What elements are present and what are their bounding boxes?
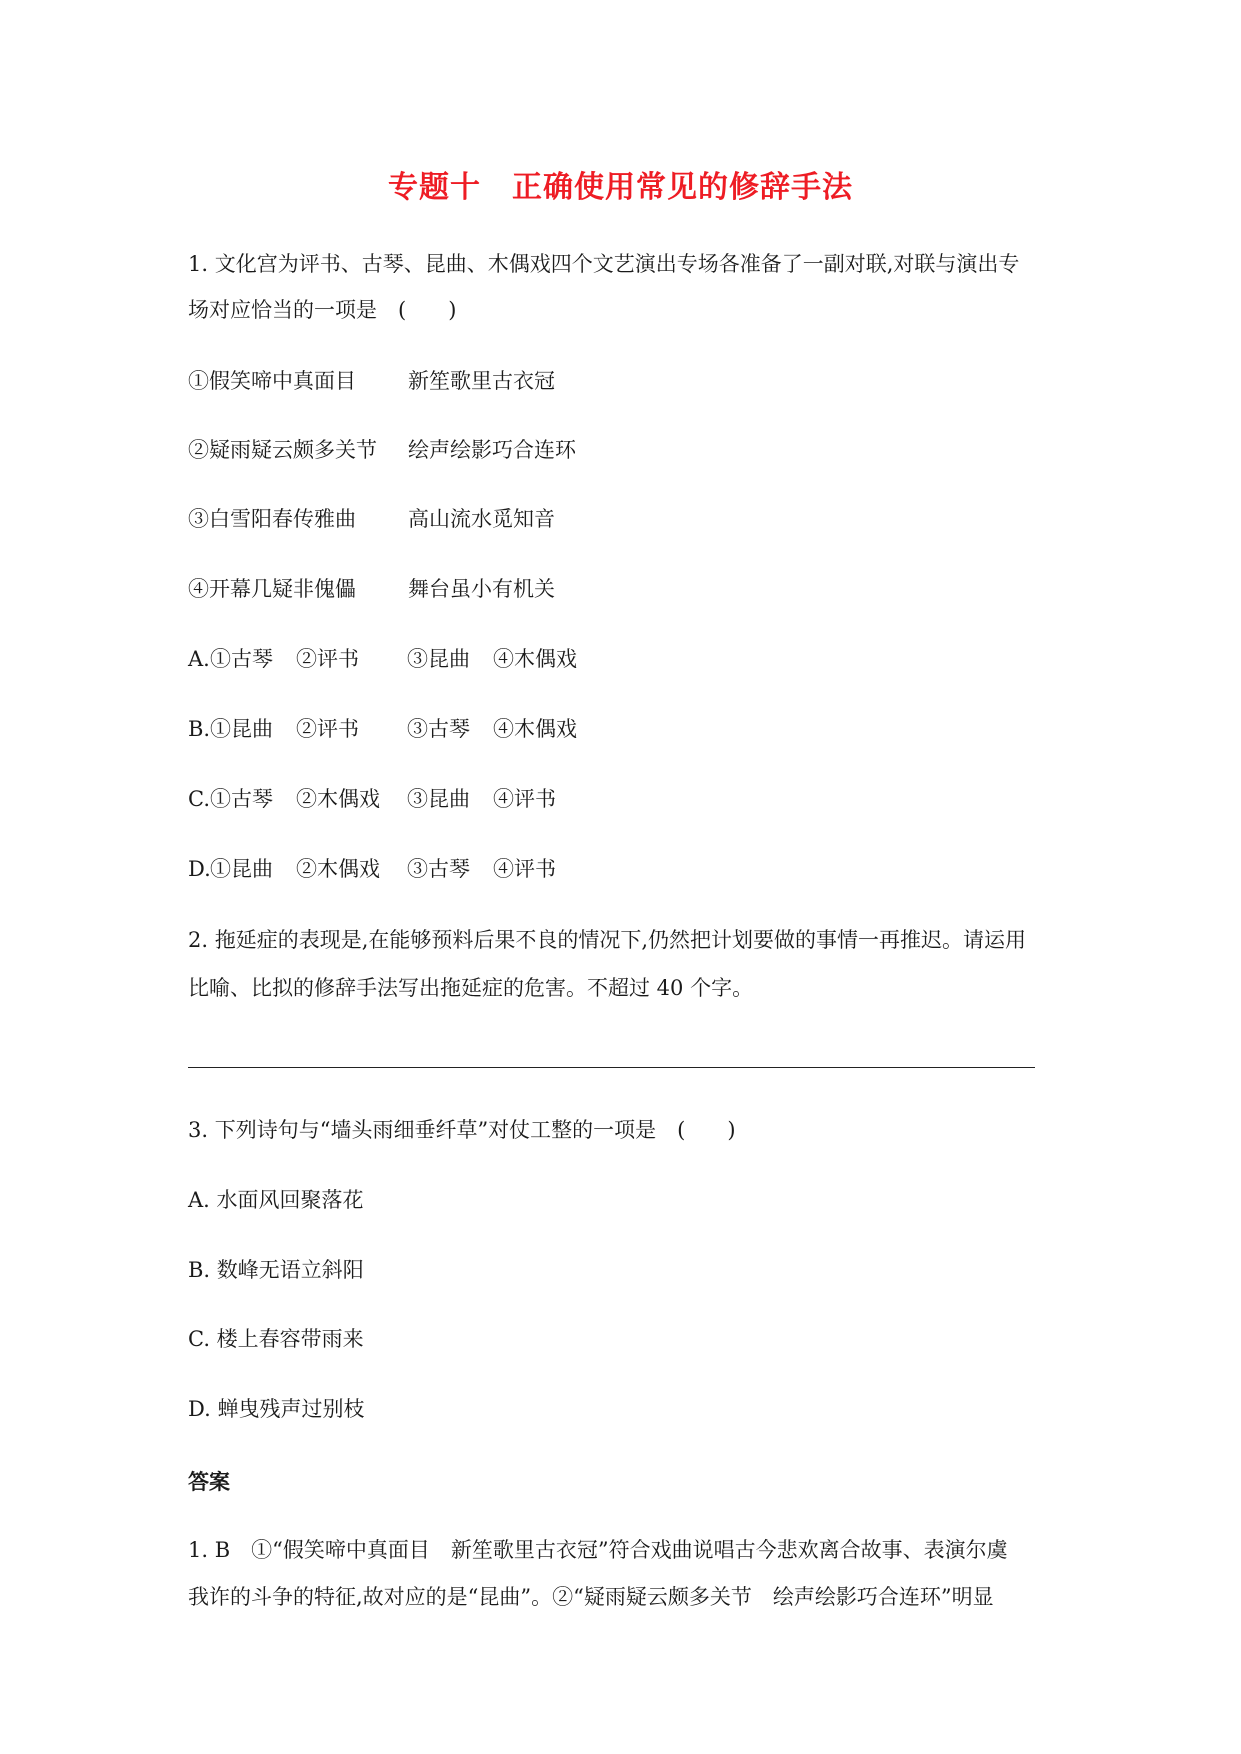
q3-option-b[interactable]: B. 数峰无语立斜阳 (188, 1258, 364, 1282)
option-item: ③昆曲 (407, 787, 470, 811)
option-item: ③古琴 (407, 857, 470, 881)
q2-stem-line-2: 比喻、比拟的修辞手法写出拖延症的危害。不超过 40 个字。 (188, 976, 754, 1000)
option-item: ④评书 (493, 857, 556, 881)
option-letter: D. (188, 857, 218, 881)
page-title: 专题十 正确使用常见的修辞手法 (388, 170, 853, 205)
option-item: ①昆曲 (210, 717, 273, 741)
option-item: ②评书 (296, 647, 359, 671)
answer-1-line-1: 1. B ①“假笑啼中真面目 新笙歌里古衣冠”符合戏曲说唱古今悲欢离合故事、表演尔虞 (188, 1538, 1008, 1562)
option-item: ②评书 (296, 717, 359, 741)
q3-stem: 3. 下列诗句与“墙头雨细垂纤草”对仗工整的一项是 ( ) (188, 1118, 736, 1142)
couplet-lower: 绘声绘影巧合连环 (408, 438, 576, 462)
option-item: ③古琴 (407, 717, 470, 741)
option-letter: C. (188, 787, 217, 811)
q1-stem-line-1: 1. 文化宫为评书、古琴、昆曲、木偶戏四个文艺演出专场各准备了一副对联,对联与演出专 (188, 252, 1020, 276)
option-item: ②木偶戏 (296, 787, 380, 811)
option-item: ④木偶戏 (493, 647, 577, 671)
q3-option-a[interactable]: A. 水面风回聚落花 (188, 1188, 364, 1212)
couplet-lower: 舞台虽小有机关 (408, 577, 555, 601)
couplet-lower: 高山流水觅知音 (408, 507, 555, 531)
q1-stem-line-2: 场对应恰当的一项是 ( ) (188, 298, 457, 322)
option-item: ①昆曲 (210, 857, 273, 881)
option-item: ④评书 (493, 787, 556, 811)
option-letter: A. (188, 647, 217, 671)
option-item: ①古琴 (210, 787, 273, 811)
option-item: ②木偶戏 (296, 857, 380, 881)
couplet-lower: 新笙歌里古衣冠 (408, 369, 555, 393)
option-letter: B. (188, 717, 217, 741)
answer-1-line-2: 我诈的斗争的特征,故对应的是“昆曲”。②“疑雨疑云颇多关节 绘声绘影巧合连环”明显 (188, 1585, 994, 1609)
answers-heading: 答案 (188, 1469, 230, 1494)
q3-option-d[interactable]: D. 蝉曳残声过别枝 (188, 1397, 365, 1421)
option-item: ③昆曲 (407, 647, 470, 671)
q2-stem-line-1: 2. 拖延症的表现是,在能够预料后果不良的情况下,仍然把计划要做的事情一再推迟。请运用 (188, 928, 1027, 952)
couplet-upper: ④开幕几疑非傀儡 (188, 577, 356, 601)
answer-blank-line[interactable] (188, 1067, 1035, 1068)
q3-option-c[interactable]: C. 楼上春容带雨来 (188, 1327, 364, 1351)
couplet-upper: ①假笑啼中真面目 (188, 369, 356, 393)
option-item: ①古琴 (210, 647, 273, 671)
couplet-upper: ③白雪阳春传雅曲 (188, 507, 356, 531)
couplet-upper: ②疑雨疑云颇多关节 (188, 438, 377, 462)
option-item: ④木偶戏 (493, 717, 577, 741)
